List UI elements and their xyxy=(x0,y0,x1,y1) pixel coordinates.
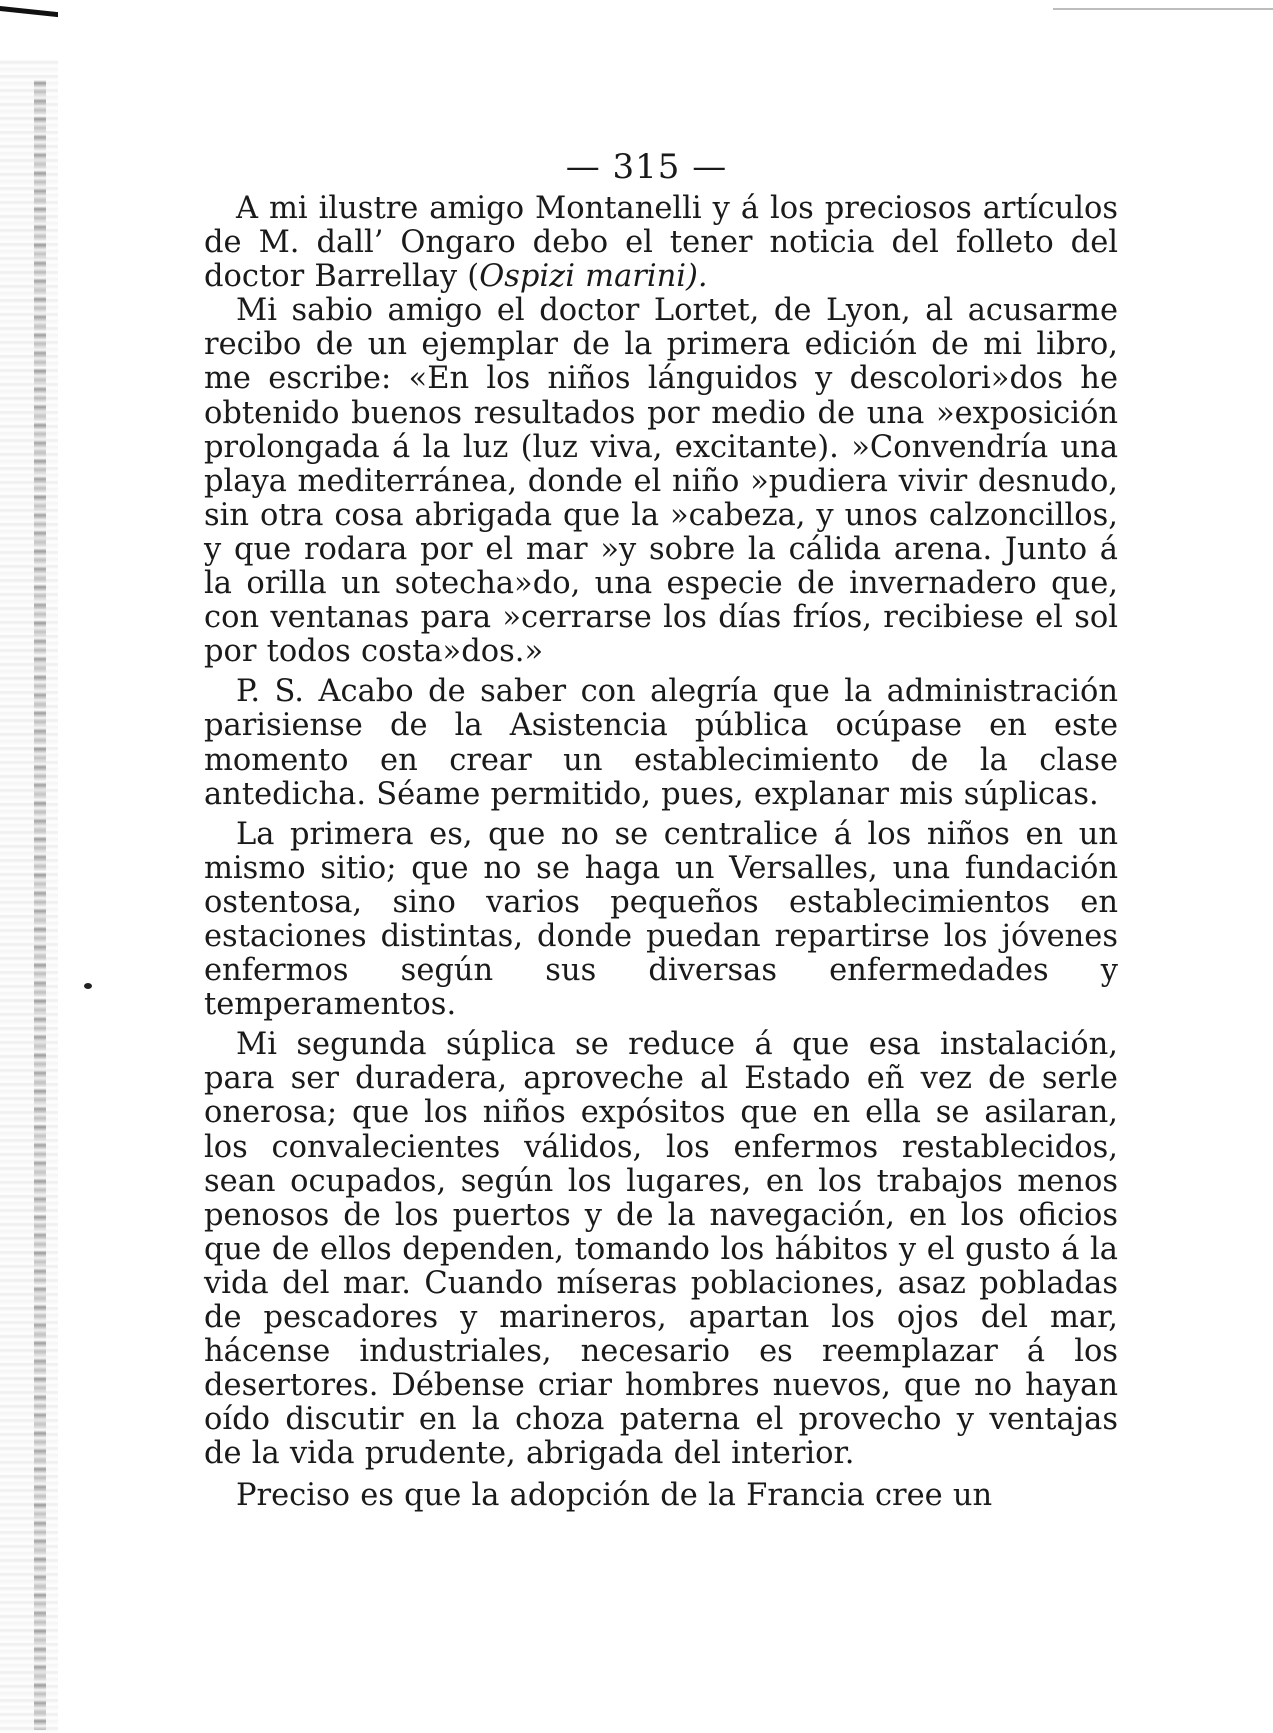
body-text xyxy=(204,192,1118,1514)
paragraph-6: Preciso es que la adopción de la Francia cree un xyxy=(236,1478,993,1514)
paragraph-1 xyxy=(204,192,1118,294)
page-number: — 315 — xyxy=(565,147,728,187)
paragraph-2: Mi sabio amigo el doctor Lortet, de Lyon, al acusarme recibo de un ejemplar de la primera edición de mi libro, me escribe: «En los niños lánguidos y descolori»dos he obtenido buenos resultados por medio de una »exposición prolongada á la luz (luz viva, excitante). »Convendría una playa mediterránea, donde el niño »pudiera vivir desnudo, sin otra cosa abrigada que la »cabeza, y unos calzoncillos, y que rodara por el mar »y sobre la cálida arena. Junto á la orilla un sotecha»do, una especie de invernadero que, con ventanas para »cerrarse los días fríos, recibiese el sol por todos costa»dos.» xyxy=(204,293,1118,670)
paragraph-4: La primera es, que no se centralice á los niños en un mismo sitio; que no se haga un Versalles, una fundación ostentosa, sino varios pequeños establecimientos en estaciones distintas, donde puedan repartirse los jóvenes enfermos según sus diversas enfermedades y temperamentos. xyxy=(204,816,1118,1023)
paragraph-3: P. S. Acabo de saber con alegría que la administración parisiense de la Asistencia pública ocúpase en este momento en crear un establecimiento de la clase antedicha. Séame permitido, pues, explanar mis súplicas. xyxy=(204,674,1118,812)
paragraph-1-italic-title: Ospizi marini). xyxy=(479,259,708,295)
paragraph-1-text: A mi ilustre amigo Montanelli y á los preciosos artículos de M. dall’ Ongaro debo el tener noticia del folleto del doctor Barrellay ( xyxy=(204,191,1118,295)
paragraph-5: Mi segunda súplica se reduce á que esa instalación, para ser duradera, aproveche al Estado eñ vez de serle onerosa; que los niños expósitos que en ella se asilaran, los convalecientes válidos, los enfermos restablecidos, sean ocupados, según los lugares, en los trabajos menos penosos de los puertos y de la navegación, en los oficios que de ellos dependen, tomando los hábitos y el gusto á la vida del mar. Cuando míseras poblaciones, asaz pobladas de pescadores y marineros, apartan los ojos del mar, hácense industriales, necesario es reemplazar á los desertores. Débense criar hombres nuevos, que no hayan oído discutir en la choza paterna el provecho y ventajas de la vida prudente, abrigada del interior. xyxy=(204,1027,1118,1472)
